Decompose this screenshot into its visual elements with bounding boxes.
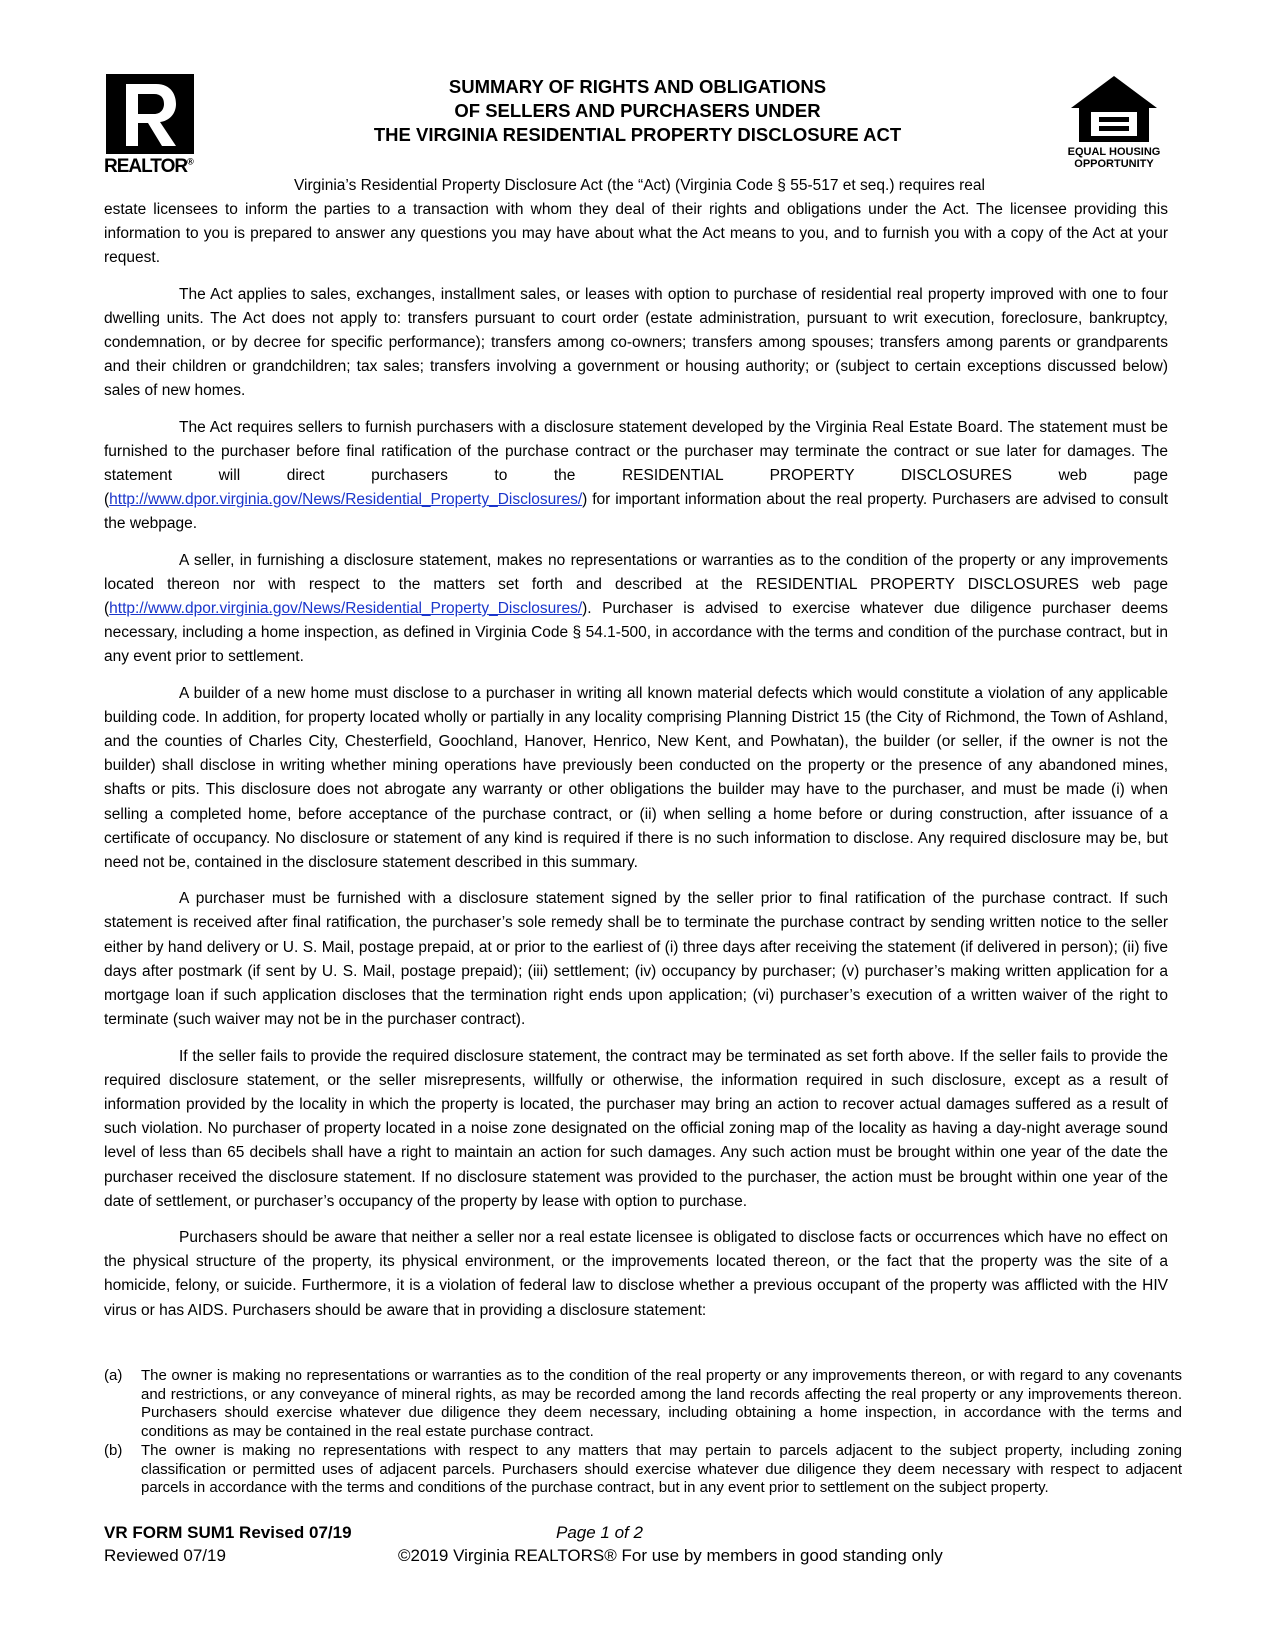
- realtor-logo: [104, 74, 200, 178]
- list-item: [104, 1367, 1182, 1441]
- list-marker: (a): [104, 1367, 123, 1384]
- title-line-2: OF SELLERS AND PURCHASERS UNDER: [454, 100, 821, 121]
- equal-housing-logo: [1066, 74, 1162, 178]
- paragraph-no-obligation: Purchasers should be aware that neither a seller nor a real estate licensee is obligated to disclose facts or occurrences which have no effect on the physical structure of the property, its physical environment, or the improvements located thereon, or the fact that the property was the site of a homicide, felony, or suicide. Furthermore, it is a violation of federal law to disclose whether a previous occupant of the property was afflicted with the HIV virus or has AIDS. Purchasers should be aware that in providing a disclosure statement:: [104, 1228, 1168, 1319]
- disclosure-list: [104, 1367, 1182, 1499]
- paragraph-termination-rights: A purchaser must be furnished with a disclosure statement signed by the seller prior to final ratification of the purchase contract. If such statement is received after final ratification, the purchaser’s sole remedy shall be to terminate the purchase contract by sending written notice to the seller either by hand delivery or U. S. Mail, postage prepaid, at or prior to the earliest of (i) three days after receiving the statement (if delivered in person); (ii) five days after postmark (if sent by U. S. Mail, postage prepaid); (iii) settlement; (iv) occupancy by purchaser; (v) purchaser’s making written application for a mortgage loan if such application discloses that the termination right ends upon application; (vi) purchaser’s execution of a written waiver of the right to terminate (such waiver may not be in the purchaser contract).: [104, 890, 1168, 1029]
- disclosures-web-link[interactable]: http://www.dpor.virginia.gov/News/Residential_Property_Disclosures/: [109, 491, 583, 509]
- list-item-text: The owner is making no representations or warranties as to the condition of the real property or any improvements thereon, or with regard to any covenants and restrictions, or any conveyance of mineral rights, as may be recorded among the land records affecting the real property or any improvements thereon. Purchasers should exercise whatever due diligence they deem necessary, including obtaining a home inspection, in accordance with the terms and conditions as may be contained in the real estate purchase contract.: [141, 1367, 1182, 1440]
- title-line-3: THE VIRGINIA RESIDENTIAL PROPERTY DISCLOSURE ACT: [373, 124, 902, 145]
- list-item: [104, 1442, 1182, 1498]
- house-icon: [1069, 74, 1159, 144]
- paragraph-seller-representations: A seller, in furnishing a disclosure statement, makes no representations or warranties as to the condition of the property or any improvements located thereon nor with respect to the matters set forth and described at the RESIDENTIAL PROPERTY DISCLOSURES web page (http://www.dpor.virginia.gov/News/Residential_Property_Disclosures/). Purchaser is advised to exercise whatever due diligence purchaser deems necessary, including a home inspection, as defined in Virginia Code § 54.1-500, in accordance with the terms and condition of the purchase contract, but in any event prior to settlement.: [104, 551, 1168, 666]
- paragraph-disclosure-requirement: The Act requires sellers to furnish purchasers with a disclosure statement developed by the Virginia Real Estate Board. The statement must be furnished to the purchaser before final ratification of the purchase contract or the purchaser may terminate the contract or sue later for damages. The statement will direct purchasers to the RESIDENTIAL PROPERTY DISCLOSURES web page (http://www.dpor.virginia.gov/News/Residential_Property_Disclosures/) for important information about the real property. Purchasers are advised to consult the webpage.: [104, 418, 1168, 533]
- realtor-r-mark: [106, 74, 194, 154]
- title-line-1: SUMMARY OF RIGHTS AND OBLIGATIONS: [448, 76, 827, 97]
- form-id: VR FORM SUM1 Revised 07/19: [104, 1523, 352, 1542]
- eho-line-2: OPPORTUNITY: [1074, 158, 1154, 170]
- reviewed-date: Reviewed 07/19: [104, 1546, 226, 1565]
- intro-paragraph: estate licensees to inform the parties to a transaction with whom they deal of their rights and obligations under the Act. The licensee providing this information to you is prepared to answer any questions you may have about what the Act means to you, and to furnish you with a copy of the Act at your request.: [104, 201, 1168, 267]
- page-number: Page 1 of 2: [556, 1523, 643, 1542]
- list-item-text: The owner is making no representations with respect to any matters that may pertain to parcels adjacent to the subject property, including zoning classification or permitted uses of adjacent parcels. Purchasers should exercise whatever due diligence they deem necessary with respect to adjacent parcels in accordance with the terms and conditions of the purchase contract, but in any event prior to settlement on the subject property.: [141, 1442, 1182, 1496]
- eho-line-1: EQUAL HOUSING: [1067, 146, 1161, 158]
- disclosures-web-link[interactable]: http://www.dpor.virginia.gov/News/Residential_Property_Disclosures/: [109, 600, 583, 618]
- paragraph-builder-disclosure: A builder of a new home must disclose to a purchaser in writing all known material defects which would constitute a violation of any applicable building code. In addition, for property located wholly or partially in any locality comprising Planning District 15 (the City of Richmond, the Town of Ashland, and the counties of Charles City, Chesterfield, Goochland, Hanover, Henrico, New Kent, and Powhatan), the builder (or seller, if the owner is not the builder) shall disclose in writing whether mining operations have previously been conducted on the property or the presence of any abandoned mines, shafts or pits. This disclosure does not abrogate any warranty or other obligations the builder may have to the purchaser, and must be made (i) when selling a completed home, before acceptance of the purchase contract, or (ii) when selling a home before or during construction, after issuance of a certificate of occupancy. No disclosure or statement of any kind is required if there is no such information to disclose. Any required disclosure may be, but need not be, contained in the disclosure statement described in this summary.: [104, 684, 1168, 872]
- body-text: [104, 198, 1168, 1335]
- paragraph-applicability: The Act applies to sales, exchanges, installment sales, or leases with option to purchase of residential real property improved with one to four dwelling units. The Act does not apply to: transfers pursuant to court order (estate administration, pursuant to writ execution, foreclosure, bankruptcy, condemnation, or by decree for specific performance); transfers among co-owners; transfers among spouses; transfers among parents or grandparents and their children or grandchildren; tax sales; transfers involving a government or housing authority; or (subject to certain exceptions discussed below) sales of new homes.: [104, 285, 1168, 400]
- realtor-wordmark: REALTOR®: [104, 156, 193, 177]
- document-title: [300, 75, 975, 147]
- paragraph-remedies: If the seller fails to provide the required disclosure statement, the contract may be terminated as set forth above. If the seller fails to provide the required disclosure statement, or the seller misrepresents, willfully or otherwise, the information required in such disclosure, except as a result of information provided by the locality in which the property is located, the purchaser may bring an action to recover actual damages suffered as a result of such violation. No purchaser of property located in a noise zone designated on the official zoning map of the locality as having a day-night average sound level of less than 65 decibels shall have a right to maintain an action for such damages. Any such action must be brought within one year of the date the purchaser received the disclosure statement. If no disclosure statement was provided to the purchaser, the action must be brought within one year of the date of settlement, or purchaser’s occupancy of the property by lease with option to purchase.: [104, 1047, 1168, 1210]
- list-marker: (b): [104, 1442, 123, 1459]
- intro-first-line: Virginia’s Residential Property Disclosure Act (the “Act) (Virginia Code § 55-517 et seq.) requires real: [294, 177, 985, 194]
- copyright-notice: ©2019 Virginia REALTORS® For use by members in good standing only: [398, 1546, 943, 1565]
